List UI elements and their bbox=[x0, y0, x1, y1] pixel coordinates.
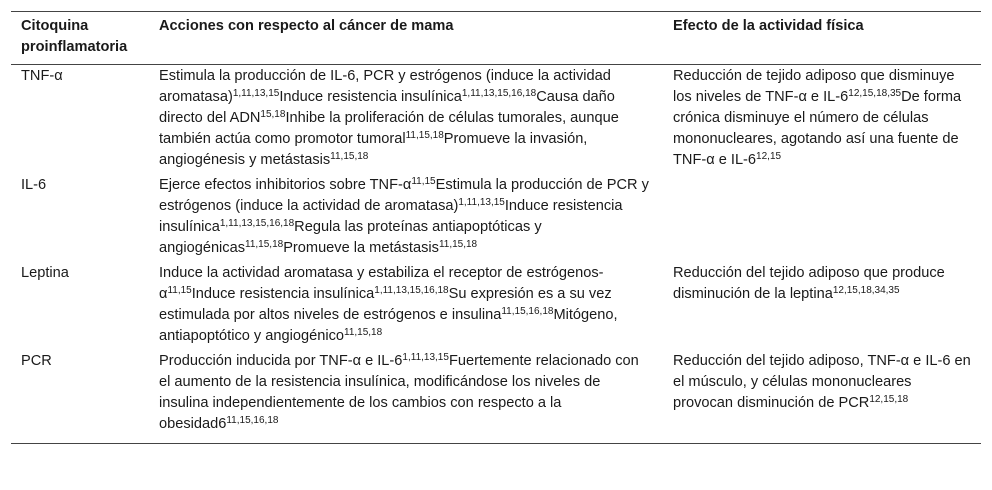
header-citoquina: Citoquina proinflamatoria bbox=[11, 12, 149, 65]
reference-superscript: 1,11,13,15,16,18 bbox=[461, 88, 537, 99]
cell-text: Estimula la producción de IL-6, PCR y estrógenos (induce la actividad aromatasa) bbox=[159, 68, 611, 105]
cell-text: Promueve la metástasis bbox=[283, 240, 439, 256]
reference-superscript: 11,15,18 bbox=[438, 239, 478, 250]
reference-superscript: 1,11,13,15,16,18 bbox=[374, 285, 449, 296]
table-row bbox=[11, 65, 981, 175]
cell-text: Regula las proteínas antiapoptóticas y angiogénicas bbox=[159, 219, 542, 256]
cytokine-table bbox=[11, 11, 981, 444]
reference-superscript: 1,11,13,15,16,18 bbox=[219, 218, 295, 229]
reference-superscript: 12,15 bbox=[756, 151, 782, 162]
reference-superscript: 11,15,18 bbox=[405, 130, 444, 141]
cell-efecto bbox=[663, 262, 981, 350]
reference-superscript: 11,15,18 bbox=[245, 239, 284, 250]
cell-citoquina: IL-6 bbox=[21, 177, 47, 193]
cell-text: Ejerce efectos inhibitorios sobre TNF-α bbox=[159, 177, 412, 193]
cell-citoquina: Leptina bbox=[21, 265, 69, 281]
cell-text: Induce la actividad aromatasa y estabiliza el receptor de estrógenos-α bbox=[159, 265, 604, 302]
header-row bbox=[11, 12, 981, 65]
cell-efecto bbox=[663, 65, 981, 175]
reference-superscript: 12,15,18,34,35 bbox=[832, 285, 900, 296]
cell-acciones bbox=[149, 262, 663, 350]
cell-text: Induce resistencia insulínica bbox=[191, 286, 375, 302]
reference-superscript: 12,15,18 bbox=[869, 394, 909, 405]
reference-superscript: 11,15 bbox=[411, 176, 436, 187]
cell-acciones bbox=[149, 65, 663, 175]
header-acciones: Acciones con respecto al cáncer de mama bbox=[149, 12, 663, 65]
table-body bbox=[11, 65, 981, 444]
cell-text: Reducción del tejido adiposo que produce disminución de la leptina bbox=[673, 265, 945, 302]
cell-acciones bbox=[149, 350, 663, 444]
cell-citoquina: TNF-α bbox=[21, 68, 63, 84]
table-row bbox=[11, 350, 981, 444]
reference-superscript: 1,11,13,15 bbox=[232, 88, 280, 99]
reference-superscript: 11,15,16,18 bbox=[226, 415, 279, 426]
cell-text: De forma crónica disminuye el número de células mononucleares, agotando así una fuente de TNF-α e IL-6 bbox=[673, 89, 962, 168]
cell-text: Induce resistencia insulínica bbox=[279, 89, 462, 105]
cell-text: Inhibe la proliferación de células tumorales, aunque también actúa como promotor tumoral bbox=[159, 110, 619, 147]
reference-superscript: 12,15,18,35 bbox=[848, 88, 902, 99]
cell-efecto bbox=[663, 350, 981, 444]
cell-text: Promueve la invasión, angiogénesis y metástasis bbox=[159, 131, 588, 168]
cell-text: Reducción de tejido adiposo que disminuye los niveles de TNF-α e IL-6 bbox=[673, 68, 955, 105]
cell-acciones bbox=[149, 174, 663, 262]
cell-text: Estimula la producción de PCR y estrógenos (induce la actividad de aromatasa) bbox=[159, 177, 649, 214]
cell-text: Mitógeno, antiapoptótico y angiogénico bbox=[159, 307, 618, 344]
reference-superscript: 11,15,18 bbox=[330, 151, 369, 162]
cell-text: Induce resistencia insulínica bbox=[159, 198, 623, 235]
cell-text: Fuertemente relacionado con el aumento de la resistencia insulínica, modificándose los niveles de insulina independientemente de los cambios con respecto a la obesidad6 bbox=[159, 353, 639, 432]
reference-superscript: 1,11,13,15 bbox=[458, 197, 505, 208]
cell-text: Producción inducida por TNF-α e IL-6 bbox=[159, 353, 403, 369]
reference-superscript: 15,18 bbox=[260, 109, 286, 120]
cell-text: Reducción del tejido adiposo, TNF-α e IL-6 en el músculo, y células mononucleares provocan disminución de PCR bbox=[673, 353, 971, 411]
table-row bbox=[11, 174, 981, 262]
table-row bbox=[11, 262, 981, 350]
cell-efecto bbox=[663, 174, 981, 262]
cell-text: Causa daño directo del ADN bbox=[159, 89, 615, 126]
header-efecto: Efecto de la actividad física bbox=[663, 12, 981, 65]
reference-superscript: 11,15 bbox=[167, 285, 192, 296]
cell-text: Su expresión es a su vez estimulada por altos niveles de estrógenos e insulina bbox=[159, 286, 612, 323]
reference-superscript: 1,11,13,15 bbox=[402, 352, 449, 363]
reference-superscript: 11,15,18 bbox=[344, 327, 383, 338]
cell-citoquina: PCR bbox=[11, 350, 149, 444]
table-header bbox=[11, 12, 981, 65]
reference-superscript: 11,15,16,18 bbox=[501, 306, 554, 317]
